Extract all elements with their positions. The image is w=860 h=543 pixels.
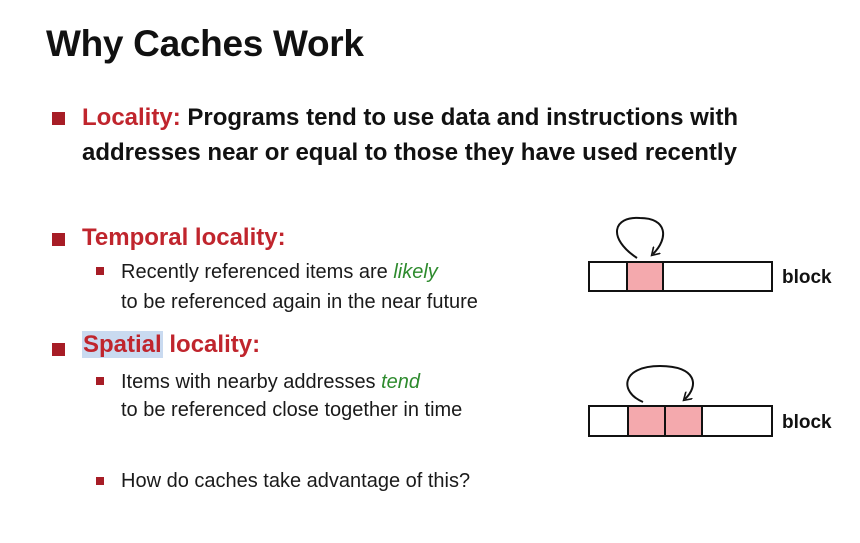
spatial-emphasis: tend xyxy=(381,371,421,393)
spatial-heading-rest: locality: xyxy=(162,331,261,358)
spatial-bullet xyxy=(52,343,65,356)
locality-bullet xyxy=(52,112,65,125)
spatial-sub-line2: to be referenced close together in time xyxy=(121,399,463,421)
temporal-block-label: block xyxy=(782,267,832,288)
temporal-sub-line1 xyxy=(121,257,438,287)
locality-definition xyxy=(82,100,738,135)
spatial-neighbor-arrow xyxy=(627,366,693,402)
locality-line1: Programs tend to use data and instructions with xyxy=(187,104,739,131)
temporal-emphasis: likely xyxy=(393,261,438,283)
question-bullet xyxy=(96,477,104,485)
spatial-sub-prefix: Items with nearby addresses xyxy=(121,371,382,393)
temporal-sub-line2: to be referenced again in the near future xyxy=(121,291,478,313)
spatial-block-diagram xyxy=(585,356,785,446)
temporal-reuse-arrow xyxy=(617,218,663,258)
spatial-referenced-cell-1 xyxy=(628,406,665,436)
spatial-sub-bullet xyxy=(96,377,104,385)
spatial-sub-line1 xyxy=(121,367,420,397)
question-text: How do caches take advantage of this? xyxy=(121,470,471,492)
temporal-bullet xyxy=(52,233,65,246)
temporal-block-rect xyxy=(589,262,772,291)
spatial-heading xyxy=(82,327,260,362)
temporal-sub-prefix: Recently referenced items are xyxy=(121,261,394,283)
slide-title: Why Caches Work xyxy=(46,23,364,64)
spatial-highlight: Spatial xyxy=(83,331,162,358)
temporal-heading: Temporal locality: xyxy=(82,224,286,251)
locality-line2: addresses near or equal to those they have used recently xyxy=(82,139,737,166)
locality-term: Locality: xyxy=(82,104,181,131)
spatial-block-label: block xyxy=(782,412,832,433)
temporal-sub-bullet xyxy=(96,267,104,275)
temporal-referenced-cell xyxy=(627,262,663,291)
temporal-block-diagram xyxy=(585,208,785,298)
spatial-referenced-cell-2 xyxy=(665,406,702,436)
